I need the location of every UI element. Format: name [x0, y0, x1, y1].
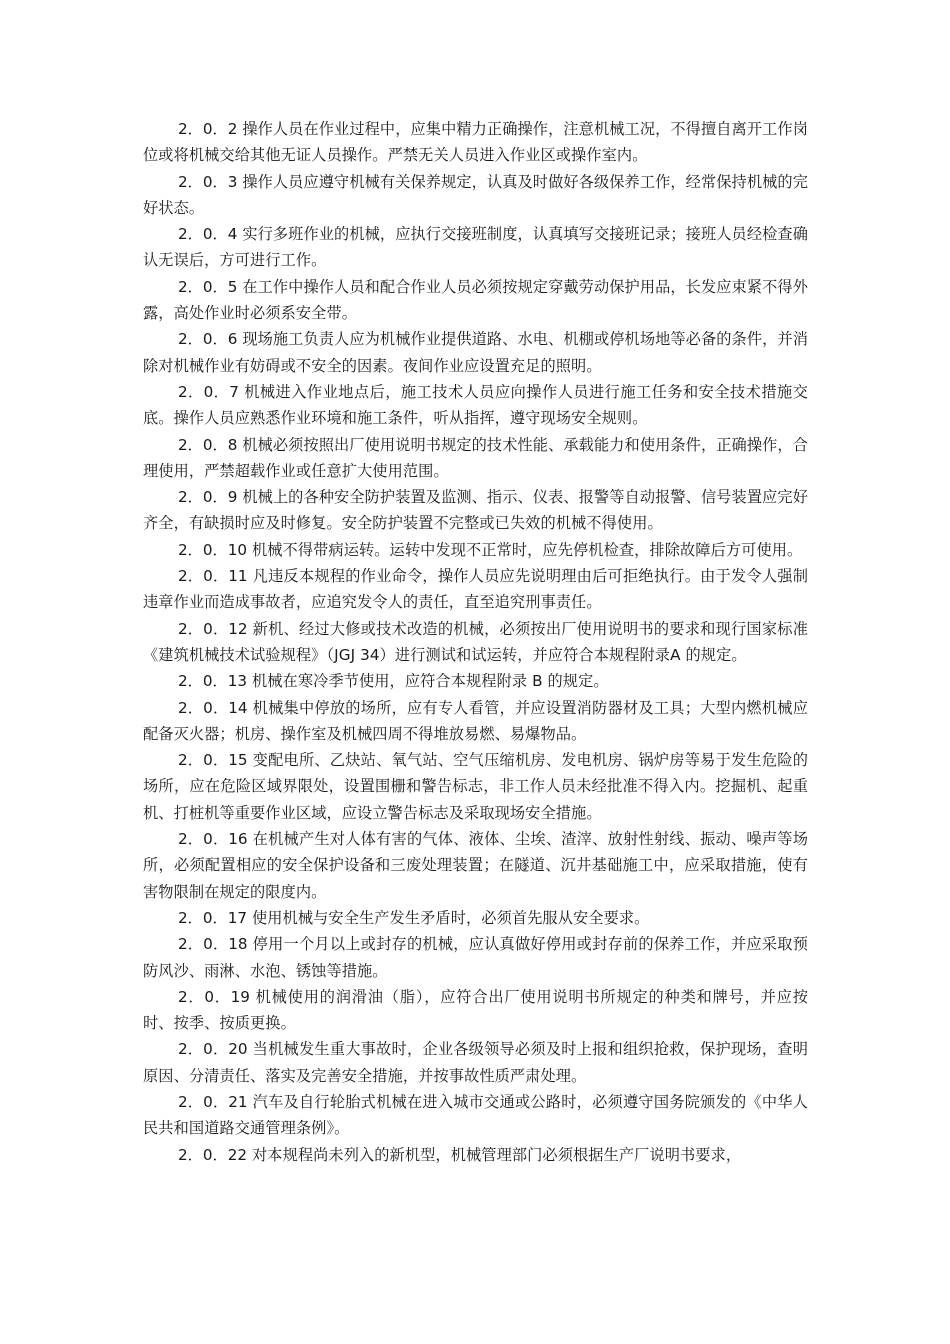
clause-text: 在机械产生对人体有害的气体、液体、尘埃、渣滓、放射性射线、振动、噪声等场所，必须配置相应的安全保护设备和三废处理装置；在隧道、沉井基础施工中，应采取措施，使有害物限制在规定的限度内。 — [143, 830, 808, 901]
clause-2-0-19 — [143, 984, 808, 1037]
clause-number: 2．0．9 — [178, 488, 238, 507]
clause-2-0-12 — [143, 616, 808, 669]
clause-text: 使用机械与安全生产发生矛盾时，必须首先服从安全要求。 — [251, 908, 650, 927]
clause-2-0-8 — [143, 432, 808, 485]
clause-2-0-13 — [143, 668, 808, 694]
clause-text: 汽车及自行轮胎式机械在进入城市交通或公路时，必须遵守国务院颁发的《中华人民共和国道路交通管理条例》。 — [143, 1092, 808, 1138]
clause-text: 机械必须按照出厂使用说明书规定的技术性能、承载能力和使用条件，正确操作，合理使用，严禁超载作业或任意扩大使用范围。 — [143, 435, 808, 480]
clause-text: 实行多班作业的机械，应执行交接班制度，认真填写交接班记录；接班人员经检查确认无误后，方可进行工作。 — [143, 225, 808, 270]
clause-2-0-18 — [143, 931, 808, 984]
clause-2-0-10 — [143, 537, 808, 563]
clause-text: 机械进入作业地点后，施工技术人员应向操作人员进行施工任务和安全技术措施交底。操作人员应熟悉作业环境和施工条件，听从指挥，遵守现场安全规则。 — [143, 382, 808, 428]
clause-2-0-6 — [143, 326, 808, 379]
clause-text: 凡违反本规程的作业命令，操作人员应先说明理由后可拒绝执行。由于发令人强制违章作业而造成事故者，应追究发令人的责任，直至追究刑事责任。 — [143, 567, 808, 612]
clause-number: 2．0．18 — [178, 935, 248, 954]
clause-2-0-21 — [143, 1089, 808, 1142]
clause-2-0-22 — [143, 1142, 808, 1168]
clause-number: 2．0．2 — [178, 120, 238, 138]
clause-text: 现场施工负责人应为机械作业提供道路、水电、机棚或停机场地等必备的条件，并消除对机械作业有妨碍或不安全的因素。夜间作业应设置充足的照明。 — [143, 330, 808, 375]
clause-number: 2．0．7 — [178, 382, 239, 401]
clause-number: 2．0．10 — [178, 540, 248, 559]
clause-number: 2．0．21 — [178, 1092, 248, 1111]
clause-number: 2．0．12 — [178, 619, 248, 638]
clause-text: 对本规程尚未列入的新机型，机械管理部门必须根据生产厂说明书要求， — [251, 1145, 742, 1164]
clause-2-0-20 — [143, 1036, 808, 1089]
clause-number: 2．0．8 — [178, 435, 238, 454]
clause-2-0-7 — [143, 379, 808, 432]
clause-number: 2．0．14 — [178, 698, 248, 717]
clause-number: 2．0．6 — [178, 330, 238, 349]
clause-2-0-4 — [143, 221, 808, 274]
clause-text: 机械不得带病运转。运转中发现不正常时，应先停机检查，排除故障后方可使用。 — [251, 540, 803, 559]
clause-text: 操作人员在作业过程中，应集中精力正确操作，注意机械工况，不得擅自离开工作岗位或将机械交给其他无证人员操作。严禁无关人员进入作业区或操作室内。 — [143, 120, 808, 165]
clause-number: 2．0．17 — [178, 908, 248, 927]
document-page — [143, 116, 808, 1168]
clause-2-0-9 — [143, 484, 808, 537]
clause-2-0-5 — [143, 274, 808, 327]
clause-text: 机械集中停放的场所，应有专人看管，并应设置消防器材及工具；大型内燃机械应配备灭火器；机房、操作室及机械四周不得堆放易燃、易爆物品。 — [143, 698, 808, 743]
clause-text: 停用一个月以上或封存的机械，应认真做好停用或封存前的保养工作，并应采取预防风沙、雨淋、水泡、锈蚀等措施。 — [143, 935, 808, 980]
clause-number: 2．0．20 — [178, 1040, 248, 1059]
clause-2-0-15 — [143, 747, 808, 826]
clause-2-0-2 — [143, 116, 808, 169]
clause-number: 2．0．19 — [178, 987, 250, 1006]
clause-text: 操作人员应遵守机械有关保养规定，认真及时做好各级保养工作，经常保持机械的完好状态。 — [143, 172, 808, 217]
clause-text: 变配电所、乙炔站、氧气站、空气压缩机房、发电机房、锅炉房等易于发生危险的场所，应在危险区域界限处，设置围栅和警告标志，非工作人员未经批准不得入内。挖掘机、起重机、打桩机等重要作业区域，应设立警告标志及采取现场安全措施。 — [143, 751, 808, 822]
clause-number: 2．0．15 — [178, 751, 248, 770]
clause-2-0-16 — [143, 826, 808, 905]
clause-text: 在工作中操作人员和配合作业人员必须按规定穿戴劳动保护用品，长发应束紧不得外露，高处作业时必须系安全带。 — [143, 277, 808, 323]
clause-text: 机械上的各种安全防护装置及监测、指示、仪表、报警等自动报警、信号装置应完好齐全，有缺损时应及时修复。安全防护装置不完整或已失效的机械不得使用。 — [143, 488, 808, 533]
clause-2-0-14 — [143, 695, 808, 748]
clause-number: 2．0．11 — [178, 567, 248, 586]
clause-text: 机械在寒冷季节使用，应符合本规程附录 B 的规定。 — [251, 672, 609, 691]
clause-text: 当机械发生重大事故时，企业各级领导必须及时上报和组织抢救，保护现场，查明原因、分清责任、落实及完善安全措施，并按事故性质严肃处理。 — [143, 1040, 808, 1085]
clause-text: 新机、经过大修或技术改造的机械，必须按出厂使用说明书的要求和现行国家标准《建筑机械技术试验规程》（JGJ 34）进行测试和试运转，并应符合本规程附录A 的规定。 — [143, 619, 808, 664]
clause-2-0-17 — [143, 905, 808, 931]
clause-number: 2．0．3 — [178, 172, 238, 191]
clause-number: 2．0．5 — [178, 277, 238, 296]
clause-number: 2．0．4 — [178, 225, 238, 244]
clause-2-0-3 — [143, 169, 808, 222]
clause-2-0-11 — [143, 563, 808, 616]
clause-number: 2．0．22 — [178, 1145, 248, 1164]
clause-number: 2．0．16 — [178, 830, 248, 849]
clause-number: 2．0．13 — [178, 672, 248, 691]
clause-text: 机械使用的润滑油（脂），应符合出厂使用说明书所规定的种类和牌号，并应按时、按季、按质更换。 — [143, 987, 809, 1033]
